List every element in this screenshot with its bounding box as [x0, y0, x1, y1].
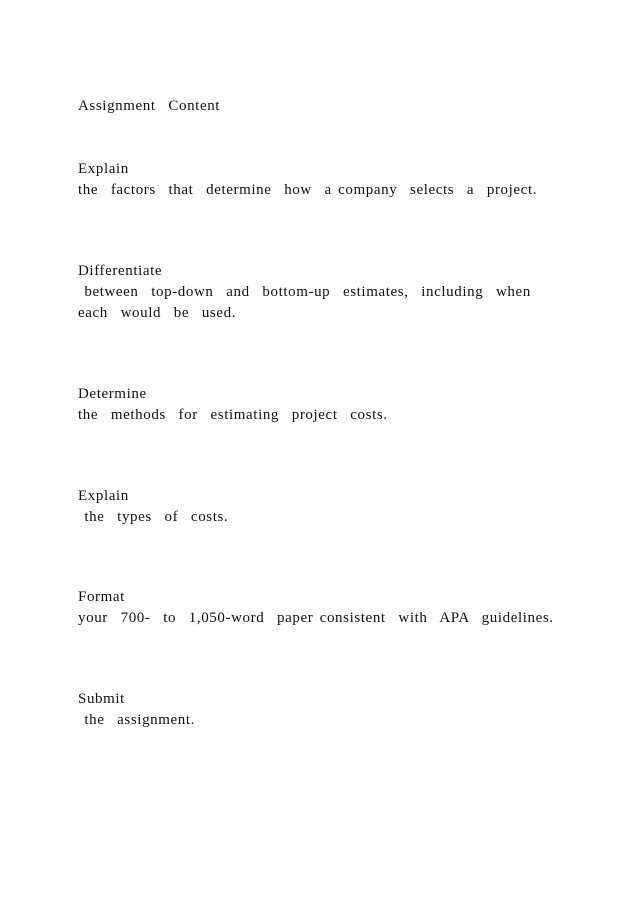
- section-6-text-line-1: the assignment.: [78, 712, 196, 728]
- section-5-verb: Format: [78, 589, 125, 605]
- section-3-text-line-1: the methods for estimating project costs.: [78, 407, 388, 423]
- section-2-text-line-2: each would be used.: [78, 305, 237, 321]
- section-1-verb: Explain: [78, 161, 129, 177]
- section-4-verb: Explain: [78, 488, 129, 504]
- section-1-text-line-1: the factors that determine how a company selects a project.: [78, 182, 538, 198]
- section-2-verb: Differentiate: [78, 263, 163, 279]
- section-5-text-line-1: your 700- to 1,050-word paper consistent with APA guidelines.: [78, 610, 554, 626]
- section-2-text-line-1: between top-down and bottom-up estimates, including when: [78, 284, 531, 300]
- section-6-verb: Submit: [78, 691, 125, 707]
- section-3-verb: Determine: [78, 386, 147, 402]
- section-4-text-line-1: the types of costs.: [78, 509, 229, 525]
- document-heading: Assignment Content: [78, 98, 221, 114]
